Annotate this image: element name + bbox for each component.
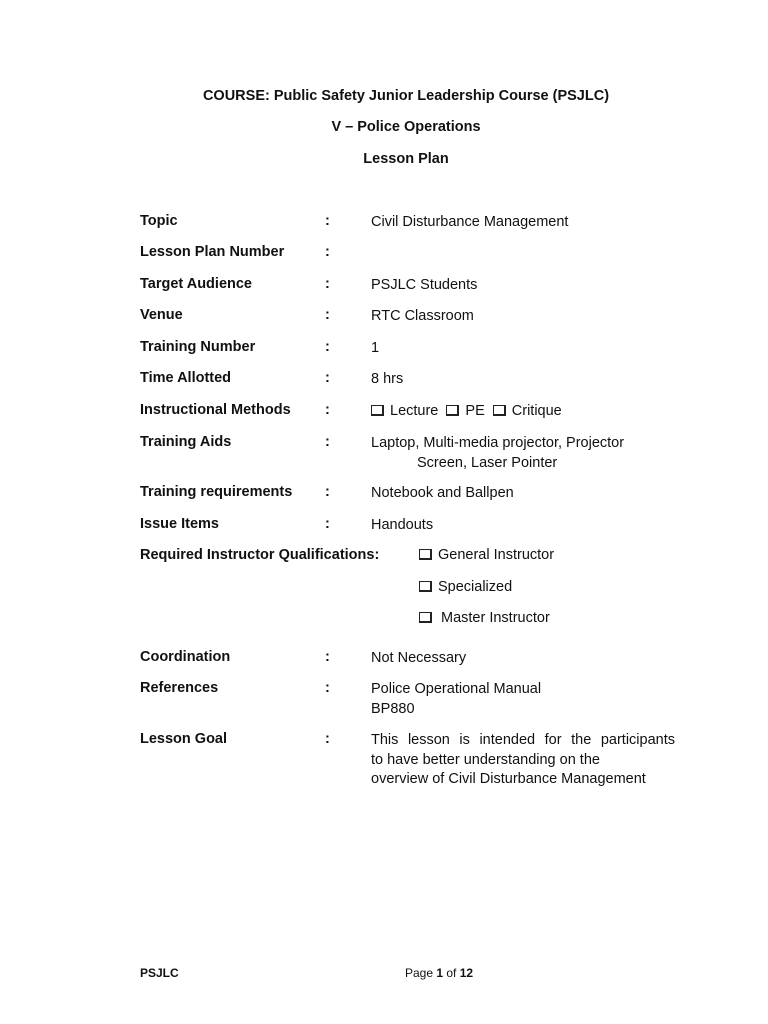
label-training-number: Training Number [140, 339, 256, 355]
value-training-requirements: Notebook and Ballpen [371, 485, 514, 501]
label-lesson-goal: Lesson Goal [140, 731, 228, 747]
label-instructional-methods: Instructional Methods [140, 402, 291, 418]
document-type: Lesson Plan [363, 151, 449, 167]
label-references: References [140, 680, 219, 696]
label-time-allotted: Time Allotted [140, 370, 232, 386]
references-line-2: BP880 [371, 700, 415, 717]
separator: : [325, 484, 330, 500]
value-lesson-goal [371, 731, 675, 790]
value-time-allotted: 8 hrs [371, 371, 404, 387]
value-training-aids [371, 434, 624, 473]
qualification-general [419, 547, 554, 563]
value-venue: RTC Classroom [371, 308, 474, 324]
label-training-requirements: Training requirements [140, 484, 293, 500]
separator: : [325, 339, 330, 355]
label-issue-items: Issue Items [140, 516, 219, 532]
lesson-goal-line-3: overview of Civil Disturbance Management [371, 771, 646, 787]
label-venue: Venue [140, 307, 183, 323]
value-target-audience: PSJLC Students [371, 277, 478, 293]
option-specialized: Specialized [438, 579, 513, 595]
value-training-number: 1 [371, 340, 380, 356]
footer-label: PSJLC [140, 966, 179, 980]
checkbox-master-instructor[interactable] [419, 612, 432, 623]
training-aids-line-1: Laptop, Multi-media projector, Projector [371, 435, 625, 451]
option-general-instructor: General Instructor [438, 547, 555, 563]
checkbox-general-instructor[interactable] [419, 549, 432, 560]
separator: : [325, 649, 330, 665]
separator: : [325, 213, 330, 229]
checkbox-lecture[interactable] [371, 405, 384, 416]
separator: : [325, 370, 330, 386]
separator: : [325, 244, 330, 260]
separator: : [325, 402, 330, 418]
qualification-specialized [419, 579, 512, 595]
lesson-goal-line-1: This lesson is intended for the participants [371, 732, 675, 748]
value-issue-items: Handouts [371, 517, 434, 533]
option-lecture: Lecture [390, 403, 439, 419]
label-target-audience: Target Audience [140, 276, 252, 292]
course-title: COURSE: Public Safety Junior Leadership Course (PSJLC) [202, 88, 610, 104]
label-lesson-plan-number: Lesson Plan Number [140, 244, 285, 260]
checkbox-pe[interactable] [446, 405, 459, 416]
separator: : [325, 307, 330, 323]
value-topic: Civil Disturbance Management [371, 214, 569, 230]
label-coordination: Coordination [140, 649, 231, 665]
module-title: V – Police Operations [331, 119, 481, 135]
value-references [371, 680, 541, 719]
qualification-master [419, 610, 550, 626]
label-topic: Topic [140, 213, 178, 229]
label-required-qualifications: Required Instructor Qualifications: [140, 547, 380, 563]
separator: : [325, 680, 330, 696]
page-current: 1 [436, 966, 444, 980]
separator: : [325, 276, 330, 292]
page-mid: of [443, 966, 460, 980]
references-line-1: Police Operational Manual [371, 681, 542, 697]
training-aids-line-2: Screen, Laser Pointer [417, 454, 558, 471]
option-pe: PE [465, 403, 485, 419]
value-instructional-methods [371, 402, 566, 422]
option-master-instructor: Master Instructor [441, 610, 550, 626]
separator: : [325, 516, 330, 532]
separator: : [325, 731, 330, 747]
option-critique: Critique [511, 403, 562, 419]
page-number [405, 966, 473, 980]
separator: : [325, 434, 330, 450]
page-total: 12 [459, 966, 474, 980]
value-coordination: Not Necessary [371, 650, 467, 666]
checkbox-critique[interactable] [493, 405, 506, 416]
checkbox-specialized[interactable] [419, 581, 432, 592]
lesson-goal-line-2: to have better understanding on the [371, 751, 600, 768]
page-prefix: Page [405, 966, 437, 980]
label-training-aids: Training Aids [140, 434, 232, 450]
